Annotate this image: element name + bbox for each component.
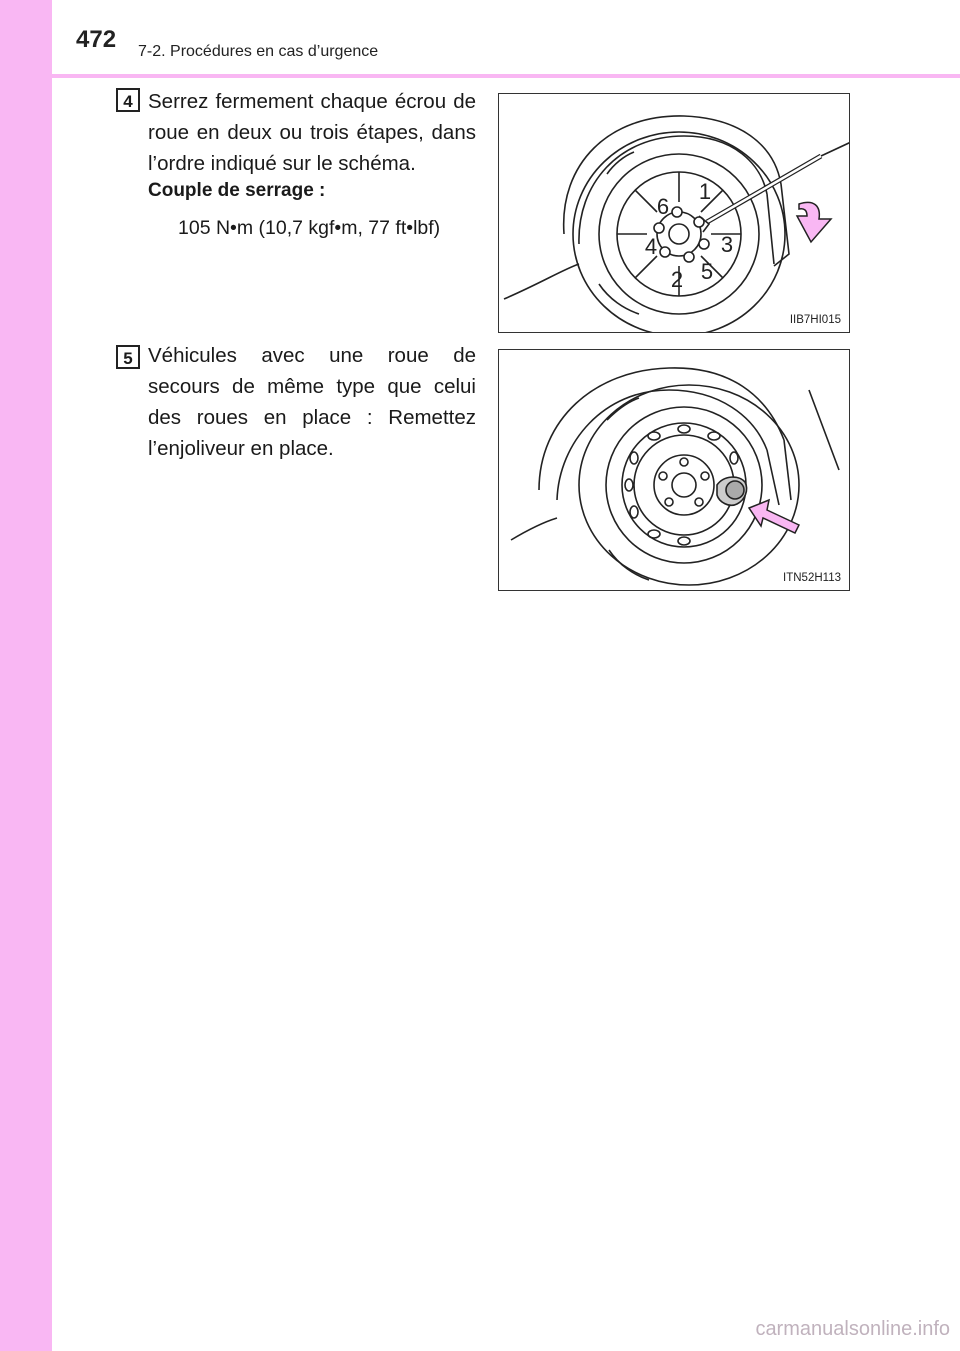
nut-order-label: 5 <box>700 259 714 284</box>
page-number: 472 <box>76 26 117 53</box>
install-arrow-icon <box>749 500 799 533</box>
watermark: carmanualsonline.info <box>755 1318 950 1340</box>
step-5-instruction: Véhicules avec une roue de secours de même type que celui des roues en place : Remettez l’enjoliveur en place. <box>148 344 476 460</box>
nut-order-label: 6 <box>656 194 670 219</box>
nut-order-label: 3 <box>720 232 734 257</box>
step-number-badge: 5 <box>116 345 140 369</box>
wheel-nut-tightening-illustration <box>499 94 850 333</box>
rotation-arrow-icon <box>797 202 831 242</box>
wheel-cap-install-figure <box>498 349 850 591</box>
nut-order-label: 2 <box>670 267 684 292</box>
nut-order-label: 1 <box>698 179 712 204</box>
torque-value: 105 N•m (10,7 kgf•m, 77 ft•lbf) <box>178 217 441 239</box>
wheel-cap-install-illustration <box>499 350 850 591</box>
figure-code: IIB7HI015 <box>789 314 841 326</box>
wheel-nut-tightening-figure <box>498 93 850 333</box>
step-number-badge: 4 <box>116 88 140 112</box>
step-4-instruction: Serrez fermement chaque écrou de roue en deux ou trois étapes, dans l’ordre indiqué sur le schéma. <box>148 90 476 175</box>
nut-order-label: 4 <box>644 234 658 259</box>
left-margin-band <box>0 0 52 1351</box>
section-title: 7-2. Procédures en cas d’urgence <box>138 43 379 60</box>
header-rule <box>0 74 960 78</box>
torque-label: Couple de serrage : <box>148 180 326 201</box>
figure-code: ITN52H113 <box>783 572 841 584</box>
